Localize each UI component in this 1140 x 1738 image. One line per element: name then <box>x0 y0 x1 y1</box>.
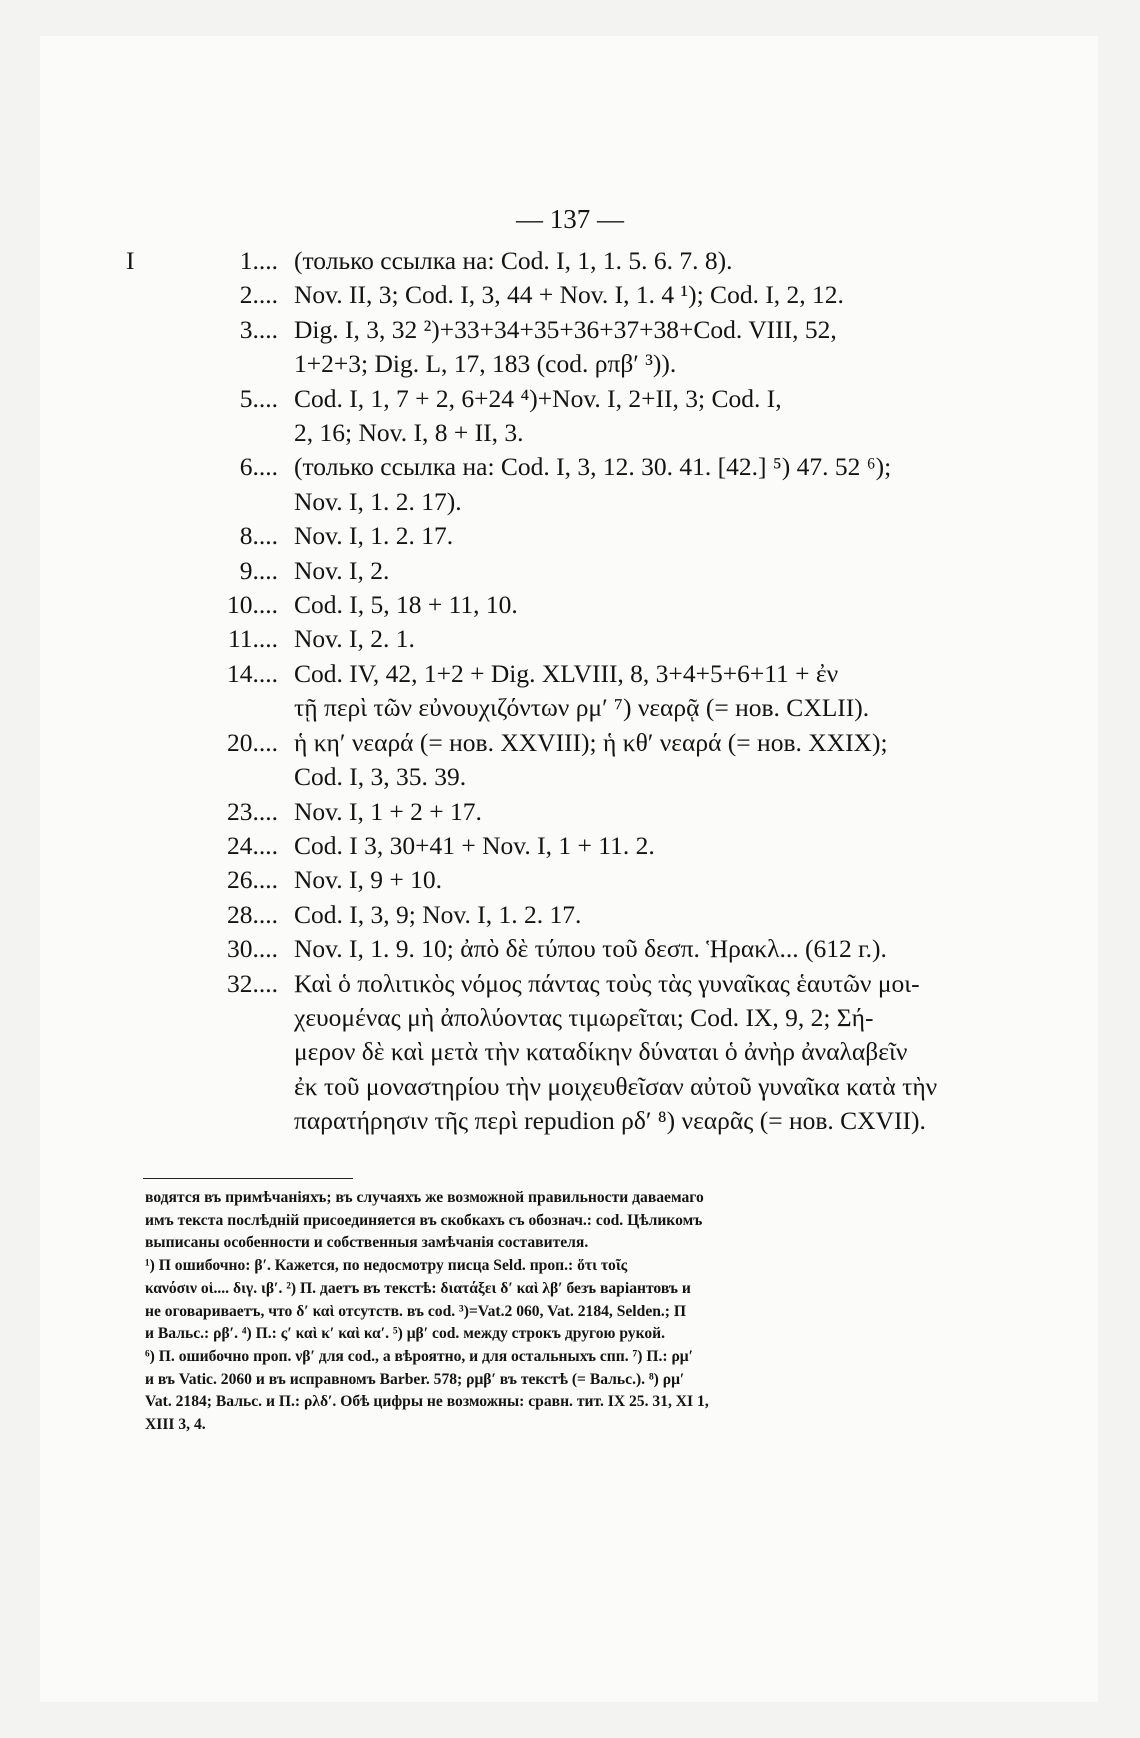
entry-line: Nov. I, 9 + 10. <box>294 865 443 895</box>
footnote-line: водятся въ примѣчаніяхъ; въ случаяхъ же возможной правильности даваемаго <box>145 1189 704 1206</box>
entry <box>126 898 946 932</box>
entry-number: 10.... <box>227 590 278 620</box>
entry-line: 1+2+3; Dig. L, 17, 183 (cod. ρπβ′ ³)). <box>294 349 677 379</box>
entry-number: 20.... <box>227 727 278 757</box>
entry-line: 2, 16; Nov. I, 8 + II, 3. <box>294 418 524 448</box>
entry-text <box>294 382 946 451</box>
entry <box>126 622 946 656</box>
entry-line: μερον δὲ καὶ μετὰ τὴν καταδίκην δύναται ὁ ἀνὴρ ἀναλαβεῖν <box>294 1037 908 1067</box>
entry <box>126 932 946 966</box>
entry <box>126 863 946 897</box>
entry <box>126 588 946 622</box>
entry-line: ἐκ τοῦ μοναστηρίου τὴν μοιχευθεῖσαν αὐτοῦ γυναῖκα κατὰ τὴν <box>294 1071 938 1101</box>
entry-number: 24.... <box>227 830 278 860</box>
entry-number: 23.... <box>227 796 278 826</box>
footnote-line: и Вальс.: ρβ′. ⁴) П.: ς′ καὶ κ′ καὶ κα′. ⁵) μβ′ cod. между строкъ другою рукой. <box>145 1325 666 1343</box>
entry-line: Nov. I, 1. 2. 17. <box>294 521 454 551</box>
entry-number: 8.... <box>239 521 278 551</box>
entry-text <box>294 588 946 622</box>
footnote-line: ¹) П ошибочно: β′. Кажется, по недосмотру писца Seld. проп.: ὅτι τοῖς <box>145 1257 628 1275</box>
entry-number: 30.... <box>227 934 278 964</box>
entry <box>126 726 946 795</box>
entry-text <box>294 519 946 553</box>
entry-text <box>294 450 946 519</box>
entry-text <box>294 657 946 726</box>
entry-number: 14.... <box>227 658 278 688</box>
entry <box>126 795 946 829</box>
entry-number: 5.... <box>239 383 278 413</box>
entry-line: Cod. I, 3, 35. 39. <box>294 762 467 792</box>
entry <box>126 278 946 312</box>
entry-number: 26.... <box>227 865 278 895</box>
entry-number: 28.... <box>227 899 278 929</box>
entry-line: Nov. I, 2. 1. <box>294 624 415 654</box>
entry <box>126 382 946 451</box>
entry-number: 2.... <box>239 280 278 310</box>
entry-text <box>294 554 946 588</box>
footnote-line: выписаны особенности и собственныя замѣчанія составителя. <box>145 1234 589 1252</box>
footnote-line: и въ Vatic. 2060 и въ исправномъ Barber. 578; ρμβ′ въ текстѣ (= Вальс.). ⁸) ρμ′ <box>145 1370 685 1388</box>
entry-number: 1.... <box>239 246 278 275</box>
entry <box>126 554 946 588</box>
entry-line: χευομένας μὴ ἀπολύοντας τιμωρεῖται; Cod. IX, 9, 2; Σή- <box>294 1002 874 1032</box>
entry-text <box>294 726 946 795</box>
entry <box>126 313 946 382</box>
footnote-line: XIII 3, 4. <box>145 1416 206 1434</box>
entry-line: Dig. I, 3, 32 ²)+33+34+35+36+37+38+Cod. VIII, 52, <box>294 314 837 344</box>
entry-text <box>294 622 946 656</box>
entry-text <box>294 795 946 829</box>
entry-line: ἡ κη′ νεαρά (= нов. XXVIII); ἡ κθ′ νεαρά (= нов. XXIX); <box>294 727 888 757</box>
entry-text <box>294 898 946 932</box>
entry-number: 9.... <box>239 555 278 585</box>
entry-text <box>294 863 946 897</box>
entry-text <box>294 829 946 863</box>
footnotes <box>145 1187 930 1437</box>
footnote-line: Vat. 2184; Вальс. и П.: ρλδ′. Обѣ цифры не возможны: сравн. тит. IX 25. 31, XI 1, <box>145 1393 709 1411</box>
entry-number: 3.... <box>239 314 278 344</box>
entry <box>126 657 946 726</box>
entry <box>126 519 946 553</box>
page-number: — 137 — <box>516 204 624 234</box>
entry-text <box>294 313 946 382</box>
entry-text <box>294 278 946 312</box>
entry-number: 6.... <box>239 452 278 482</box>
entries-list <box>126 244 946 1139</box>
entry <box>126 967 946 1139</box>
entry-line: Nov. II, 3; Cod. I, 3, 44 + Nov. I, 1. 4 ¹); Cod. I, 2, 12. <box>294 280 844 310</box>
entry-line: (только ссылка на: Cod. I, 3, 12. 30. 41. [42.] ⁵) 47. 52 ⁶); <box>294 452 892 482</box>
entry-line: Nov. I, 1. 2. 17). <box>294 486 462 516</box>
footnote-line: ⁶) П. ошибочно проп. νβ′ для cod., а вѣроятно, и для остальныхъ спп. ⁷) П.: ρμ′ <box>145 1347 694 1365</box>
entry-line: Καὶ ὁ πολιτικὸς νόμος πάντας τοὺς τὰς γυναῖκας ἑαυτῶν μοι- <box>294 968 920 998</box>
footnote-rule <box>143 1178 353 1179</box>
entry <box>126 450 946 519</box>
footnote-line: κανόσιν οἱ.... διγ. ιβ′. ²) П. даетъ въ текстѣ: διατάξει δ′ καὶ λβ′ безъ варіантовъ и <box>145 1279 691 1297</box>
entry-number: 32.... <box>227 968 278 998</box>
footnote-line: не оговариваетъ, что δ′ καὶ отсутств. въ cod. ³)=Vat.2 060, Vat. 2184, Selden.; П <box>145 1302 687 1320</box>
entry-line: Cod. I, 1, 7 + 2, 6+24 ⁴)+Nov. I, 2+II, 3; Cod. I, <box>294 383 782 413</box>
entry-number: 11.... <box>227 624 278 654</box>
entry-line: τῇ περὶ τῶν εὐνουχιζόντων ρμ′ ⁷) νεαρᾷ (= нов. CXLII). <box>294 693 870 723</box>
entry-line: Cod. I, 3, 9; Nov. I, 1. 2. 17. <box>294 899 582 929</box>
entry-line: Cod. I 3, 30+41 + Nov. I, 1 + 11. 2. <box>294 830 655 860</box>
entry-line: Cod. IV, 42, 1+2 + Dig. XLVIII, 8, 3+4+5+6+11 + ἐν <box>294 658 839 688</box>
entry-line: Nov. I, 2. <box>294 555 390 585</box>
entry-line: Nov. I, 1 + 2 + 17. <box>294 796 482 826</box>
entry <box>126 829 946 863</box>
entry-line: Nov. I, 1. 9. 10; ἀπὸ δὲ τύπου τοῦ δεσπ. Ἡρακλ... (612 г.). <box>294 934 887 964</box>
section-label: I <box>126 246 135 275</box>
entry-text <box>294 967 946 1139</box>
entry-text <box>294 244 946 278</box>
entry-line: παρατήρησιν τῆς περὶ repudion ρδ′ ⁸) νεαρᾶς (= нов. CXVII). <box>294 1106 926 1136</box>
entry-line: Cod. I, 5, 18 + 11, 10. <box>294 590 518 620</box>
entry <box>126 244 946 278</box>
entry-line: (только ссылка на: Cod. I, 1, 1. 5. 6. 7. 8). <box>294 246 733 275</box>
entry-text <box>294 932 946 966</box>
footnote-line: имъ текста послѣдній присоединяется въ скобкахъ съ обознач.: cod. Цѣликомъ <box>145 1211 703 1229</box>
